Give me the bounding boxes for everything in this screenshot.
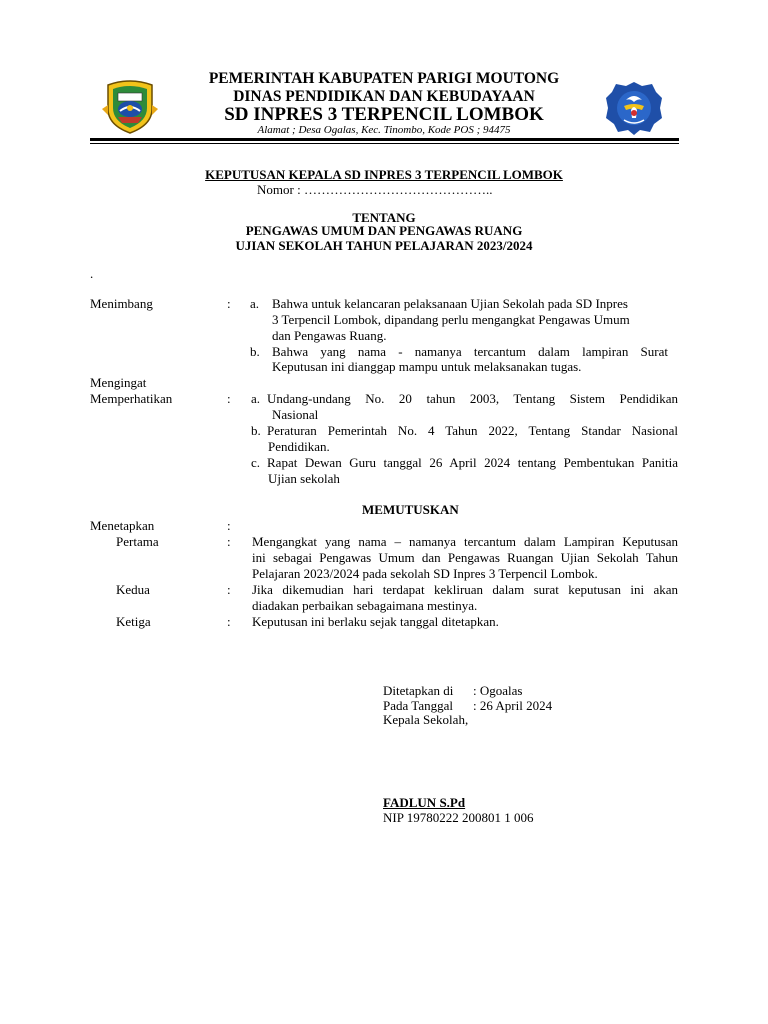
menimbang-b-marker: b. xyxy=(250,344,260,359)
menimbang-a-line2: 3 Terpencil Lombok, dipandang perlu mengangkat Pengawas Umum xyxy=(272,312,630,327)
ketiga-line1: Keputusan ini berlaku sejak tanggal ditetapkan. xyxy=(252,614,499,629)
mengingat-b-marker: b. xyxy=(251,423,261,438)
tentang-heading: TENTANG xyxy=(352,210,416,225)
kedua-label: Kedua xyxy=(116,582,150,597)
pertama-line2: ini sebagai Pengawas Umum dan Pengawas Ruangan Ujian Sekolah Tahun xyxy=(252,550,678,565)
header-rule-thin xyxy=(90,143,679,144)
kedua-line1: Jika dikemudian hari terdapat kekliruan dalam surat keputusan ini akan xyxy=(252,582,678,597)
menimbang-a-marker: a. xyxy=(250,296,260,311)
menetapkan-colon: : xyxy=(227,518,231,533)
principal-nip: NIP 19780222 200801 1 006 xyxy=(383,810,534,825)
principal-name: FADLUN S.Pd xyxy=(383,795,466,810)
tanggal-value: : 26 April 2024 xyxy=(473,698,553,713)
menimbang-b-line2: Keputusan ini dianggap mampu untuk melaksanakan tugas. xyxy=(272,359,582,374)
mengingat-a-line1: Undang-undang No. 20 tahun 2003, Tentang Sistem Pendidikan xyxy=(267,391,678,406)
ketiga-label: Ketiga xyxy=(116,614,151,629)
tanggal-label: Pada Tanggal xyxy=(383,698,453,713)
ditetapkan-label: Ditetapkan di xyxy=(383,683,454,698)
mengingat-b-line2: Pendidikan. xyxy=(268,439,330,454)
menimbang-a-line3: dan Pengawas Ruang. xyxy=(272,328,387,343)
kedua-colon: : xyxy=(227,582,231,597)
mengingat-b-line1: Peraturan Pemerintah No. 4 Tahun 2022, Tentang Standar Nasional xyxy=(267,423,678,438)
menetapkan-label: Menetapkan xyxy=(90,518,155,533)
menimbang-b-line1: Bahwa yang nama - namanya tercantum dalam lampiran Surat xyxy=(272,344,668,359)
pertama-line3: Pelajaran 2023/2024 pada sekolah SD Inpres 3 Terpencil Lombok. xyxy=(252,566,598,581)
mengingat-a-line2: Nasional xyxy=(272,407,319,422)
pertama-label: Pertama xyxy=(116,534,159,549)
header-rule-thick xyxy=(90,138,679,141)
stray-dot: . xyxy=(90,266,94,281)
subject-line-1: PENGAWAS UMUM DAN PENGAWAS RUANG xyxy=(245,223,523,238)
menimbang-colon: : xyxy=(227,296,231,311)
ditetapkan-value: : Ogoalas xyxy=(473,683,523,698)
menimbang-label: Menimbang xyxy=(90,296,153,311)
mengingat-c-marker: c. xyxy=(251,455,261,470)
decree-title: KEPUTUSAN KEPALA SD INPRES 3 TERPENCIL LOMBOK xyxy=(205,167,563,182)
memperhatikan-label: Memperhatikan xyxy=(90,391,173,406)
menimbang-a-line1: Bahwa untuk kelancaran pelaksanaan Ujian Sekolah pada SD Inpres xyxy=(272,296,628,311)
header-department: DINAS PENDIDIKAN DAN KEBUDAYAAN xyxy=(233,88,535,105)
decree-number: Nomor : …………………………………….. xyxy=(257,182,493,197)
ketiga-colon: : xyxy=(227,614,231,629)
mengingat-c-line2: Ujian sekolah xyxy=(268,471,340,486)
kepala-sekolah-title: Kepala Sekolah, xyxy=(383,712,469,727)
mengingat-a-marker: a. xyxy=(251,391,261,406)
header-address: Alamat ; Desa Ogalas, Kec. Tinombo, Kode POS ; 94475 xyxy=(257,124,511,136)
header-government: PEMERINTAH KABUPATEN PARIGI MOUTONG xyxy=(208,70,560,87)
mengingat-label: Mengingat xyxy=(90,375,147,390)
memutuskan-heading: MEMUTUSKAN xyxy=(362,502,459,517)
header-school-name: SD INPRES 3 TERPENCIL LOMBOK xyxy=(224,104,544,125)
pertama-colon: : xyxy=(227,534,231,549)
kedua-line2: diadakan perbaikan sebagaimana mestinya. xyxy=(252,598,478,613)
pertama-line1: Mengangkat yang nama – namanya tercantum dalam Lampiran Keputusan xyxy=(252,534,678,549)
subject-line-2: UJIAN SEKOLAH TAHUN PELAJARAN 2023/2024 xyxy=(235,238,533,253)
mengingat-c-line1: Rapat Dewan Guru tanggal 26 April 2024 tentang Pembentukan Panitia xyxy=(267,455,678,470)
mengingat-colon: : xyxy=(227,391,231,406)
